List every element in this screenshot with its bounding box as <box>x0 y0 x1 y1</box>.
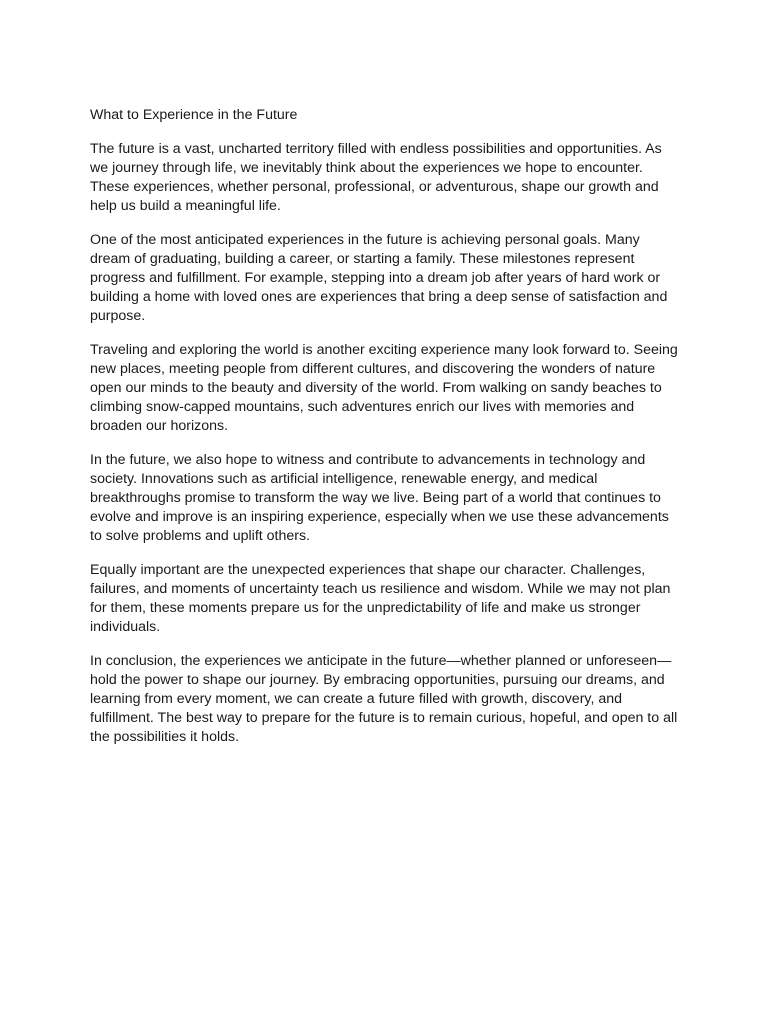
paragraph-personal-goals: One of the most anticipated experiences in the future is achieving personal goals. Many dream of graduating, building a career, or starting a family. These milestones represent progress and fulfillment. For example, stepping into a dream job after years of hard work or building a home with loved ones are experiences that bring a deep sense of satisfaction and purpose. <box>90 232 668 324</box>
paragraph-travel: Traveling and exploring the world is another exciting experience many look forward to. Seeing new places, meeting people from different cultures, and discovering the wonders of nature open our minds to the beauty and diversity of the world. From walking on sandy beaches to climbing snow-capped mountains, such adventures enrich our lives with memories and broaden our horizons. <box>90 342 678 434</box>
paragraph-conclusion: In conclusion, the experiences we anticipate in the future—whether planned or unforeseen—hold the power to shape our journey. By embracing opportunities, pursuing our dreams, and learning from every moment, we can create a future filled with growth, discovery, and fulfillment. The best way to prepare for the future is to remain curious, hopeful, and open to all the possibilities it holds. <box>90 653 678 745</box>
document-title: What to Experience in the Future <box>90 107 298 123</box>
paragraph-unexpected: Equally important are the unexpected experiences that shape our character. Challenges, failures, and moments of uncertainty teach us resilience and wisdom. While we may not plan for them, these moments prepare us for the unpredictability of life and make us stronger individuals. <box>90 562 671 635</box>
document-body <box>90 106 682 762</box>
paragraph-technology: In the future, we also hope to witness and contribute to advancements in technology and society. Innovations such as artificial intelligence, renewable energy, and medical breakthroughs promise to transform the way we live. Being part of a world that continues to evolve and improve is an inspiring experience, especially when we use these advancements to solve problems and uplift others. <box>90 452 669 544</box>
paragraph-intro: The future is a vast, uncharted territory filled with endless possibilities and opportunities. As we journey through life, we inevitably think about the experiences we hope to encounter. These experiences, whether personal, professional, or adventurous, shape our growth and help us build a meaningful life. <box>90 141 662 214</box>
